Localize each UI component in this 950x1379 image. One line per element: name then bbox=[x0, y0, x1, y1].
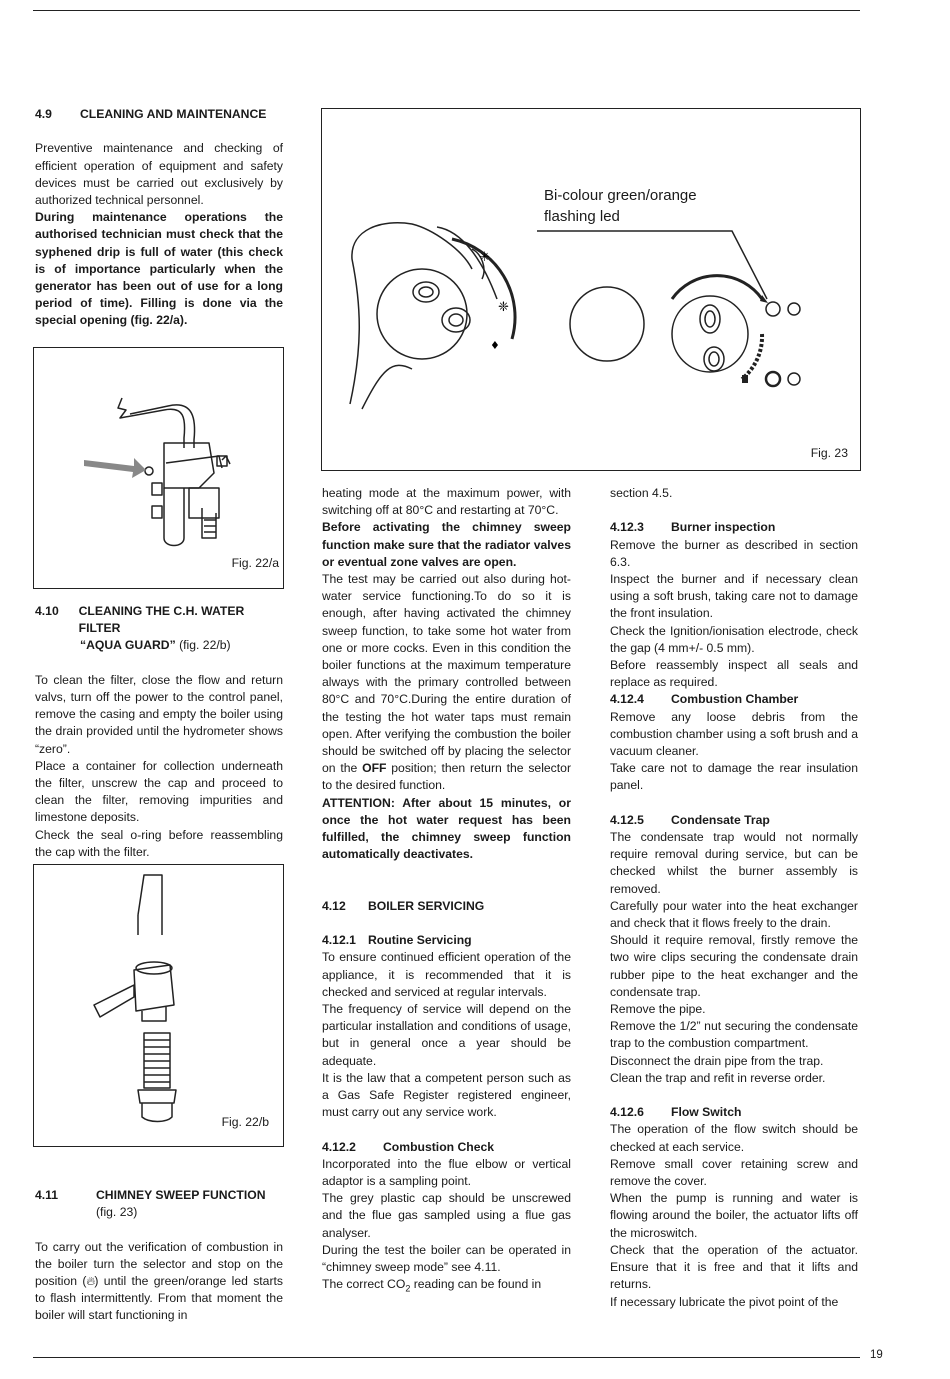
paragraph: Before reassembly inspect all seals and replace as required. bbox=[610, 658, 858, 690]
paragraph: It is the law that a competent person such as a Gas Safe Register registered engineer, must carry out any service work. bbox=[322, 1070, 571, 1120]
paragraph: Disconnect the drain pipe from the trap. bbox=[610, 1053, 824, 1068]
column-2 bbox=[322, 485, 571, 1298]
radiator-icon: ❈ bbox=[498, 300, 509, 315]
section-heading-4-12-5: 4.12.5 Condensate Trap bbox=[610, 812, 770, 827]
flame-icon: ♦ bbox=[490, 339, 500, 352]
bottom-rule bbox=[33, 1357, 860, 1358]
paragraph: Check the seal o-ring before reassembling the cap with the filter. bbox=[35, 827, 283, 859]
arrow-icon bbox=[84, 458, 146, 478]
paragraph: Place a container for collection underneath the filter, unscrew the cap and proceed to clean the filter, removing impurities and limestone deposits. bbox=[35, 758, 283, 825]
paragraph: Should it require removal, firstly remove the two wire clips securing the condensate drain rubber pipe to the heat exchanger and the condensate trap. bbox=[610, 933, 858, 999]
paragraph: Clean the trap and refit in reverse order. bbox=[610, 1070, 826, 1085]
paragraph: The frequency of service will depend on the particular installation and conditions of usage, but in general once a year should be adequate. bbox=[322, 1002, 571, 1068]
top-rule bbox=[33, 10, 860, 11]
paragraph: The condensate trap would not normally require removal during service, but can be checked whilst the burner assembly is removed. bbox=[610, 830, 858, 896]
paragraph: Carefully pour water into the heat exchanger and check that it flows freely to the drain. bbox=[610, 898, 858, 931]
paragraph: When the pump is running and water is flowing around the boiler, the actuator lifts off the microswitch. bbox=[610, 1191, 858, 1240]
section-heading-4-11: 4.11 CHIMNEY SWEEP FUNCTION bbox=[35, 1188, 266, 1202]
paragraph: The operation of the flow switch should be checked at each service. bbox=[610, 1122, 858, 1154]
paragraph: heating mode at the maximum power, with switching off at 80°C and restarting at 70°C. bbox=[322, 486, 571, 518]
figure-23-box bbox=[321, 108, 861, 471]
column-3 bbox=[610, 485, 858, 1311]
section-heading-4-10: 4.10 CLEANING THE C.H. WATER FILTER bbox=[35, 604, 245, 636]
control-panel-illustration bbox=[322, 109, 860, 470]
paragraph: To carry out the verification of combustion in the boiler turn the selector and stop on the position (🔥︎) until the green/orange led starts to flash intermittently. From that moment the boiler will start functioning in bbox=[35, 1239, 284, 1323]
figure-caption: Fig. 23 bbox=[810, 446, 848, 460]
section-heading-4-12-3: 4.12.3 Burner inspection bbox=[610, 520, 776, 535]
paragraph: section 4.5. bbox=[610, 486, 673, 500]
paragraph: Remove the pipe. bbox=[610, 1002, 706, 1017]
paragraph: If necessary lubricate the pivot point of the bbox=[610, 1294, 839, 1309]
section-heading-4-10-line2: “AQUA GUARD” (fig. 22/b) bbox=[80, 638, 231, 653]
paragraph: Remove small cover retaining screw and remove the cover. bbox=[610, 1156, 858, 1189]
paragraph: The correct $CO_2$ reading can be found in bbox=[322, 1277, 542, 1294]
paragraph: The test may be carried out also during hot-water service functioning.To do so it is enough, after having activated the chimney sweep function, to take some hot water from one or more cocks. Even in this condition the boiler functions at the maximum temperature always with the primary controlled between 80°C and 70°C.During the entire duration of the testing the hot water taps must remain open. After verifying the combustion the boiler should be switched off by placing the selector on the OFF position; then return the selector to the desired function. bbox=[322, 572, 571, 793]
figure-caption: Fig. 22/b bbox=[221, 1115, 269, 1129]
section-heading-4-12: 4.12 BOILER SERVICING bbox=[322, 898, 485, 913]
section-heading-4-12-1: 4.12.1 Routine Servicing bbox=[322, 933, 472, 948]
paragraph-bold: During maintenance operations the authorised technician must check that the syphened drip is full of water (this check is of importance particularly when the generator has been out of use for a long period of time). Filling is done via the special opening (fig. 22/a). bbox=[35, 210, 283, 328]
paragraph: Remove any loose debris from the combustion chamber using a soft brush and a vacuum cleaner. bbox=[610, 709, 858, 759]
figure-22b-box bbox=[33, 864, 284, 1147]
paragraph: The grey plastic cap should be unscrewed and the flue gas sampled using a flue gas analyser. bbox=[322, 1191, 571, 1240]
figure-22a-box bbox=[33, 347, 284, 589]
paragraph: Incorporated into the flue elbow or vertical adaptor is a sampling point. bbox=[322, 1156, 571, 1189]
paragraph: To ensure continued efficient operation of the appliance, it is recommended that it is checked and serviced at regular intervals. bbox=[322, 950, 571, 999]
paragraph: Preventive maintenance and checking of efficient operation of equipment and safety devices must be carried out exclusively by authorized technical personnel. bbox=[35, 141, 283, 207]
flame-icon: 🔥︎ bbox=[86, 1274, 96, 1288]
section-heading-4-12-4: 4.12.4 Combustion Chamber bbox=[610, 692, 799, 707]
page-number: 19 bbox=[870, 1349, 883, 1361]
section-heading-4-12-2: 4.12.2 Combustion Check bbox=[322, 1139, 495, 1154]
section-heading-4-9: 4.9 CLEANING AND MAINTENANCE bbox=[35, 107, 267, 121]
paragraph-bold: Before activating the chimney sweep function make sure that the radiator valves or eventual zone valves are open. bbox=[322, 520, 571, 569]
paragraph: To clean the filter, close the flow and return valvs, turn off the power to the control panel, remove the casing and empty the boiler using the drain provided until the hydrometer shows “zero”. bbox=[35, 672, 283, 756]
figure-caption: Fig. 22/a bbox=[231, 556, 279, 570]
paragraph: During the test the boiler can be operated in “chimney sweep mode” see 4.11. bbox=[322, 1242, 571, 1275]
column-1-cont bbox=[35, 603, 283, 861]
paragraph: Remove the 1/2” nut securing the condensate trap to the combustion compartment. bbox=[610, 1019, 858, 1051]
water-filter-illustration bbox=[34, 865, 283, 1146]
column-1-end bbox=[35, 1187, 283, 1325]
paragraph-bold: ATTENTION: After about 15 minutes, or once the hot water request has been fulfilled, the chimney sweep function automatically deactivates. bbox=[322, 795, 571, 862]
paragraph: Take care not to damage the rear insulation panel. bbox=[610, 761, 858, 793]
column-1 bbox=[35, 106, 283, 330]
drip-trap-illustration bbox=[34, 348, 283, 588]
section-heading-4-12-6: 4.12.6 Flow Switch bbox=[610, 1105, 742, 1120]
snowflake-icon: ✳ bbox=[479, 250, 490, 265]
paragraph: Inspect the burner and if necessary clean using a soft brush, taking care not to damage the front insulation. bbox=[610, 572, 858, 621]
paragraph: Remove the burner as described in section 6.3. bbox=[610, 537, 858, 569]
callout-label: Bi-colour green/orange flashing led bbox=[544, 187, 697, 225]
paragraph: Check that the operation of the actuator. Ensure that it is free and that it lifts and returns. bbox=[610, 1242, 858, 1292]
section-ref: (fig. 23) bbox=[96, 1205, 138, 1220]
paragraph: Check the Ignition/ionisation electrode, check the gap (4 mm+/- 0.5 mm). bbox=[610, 623, 858, 655]
